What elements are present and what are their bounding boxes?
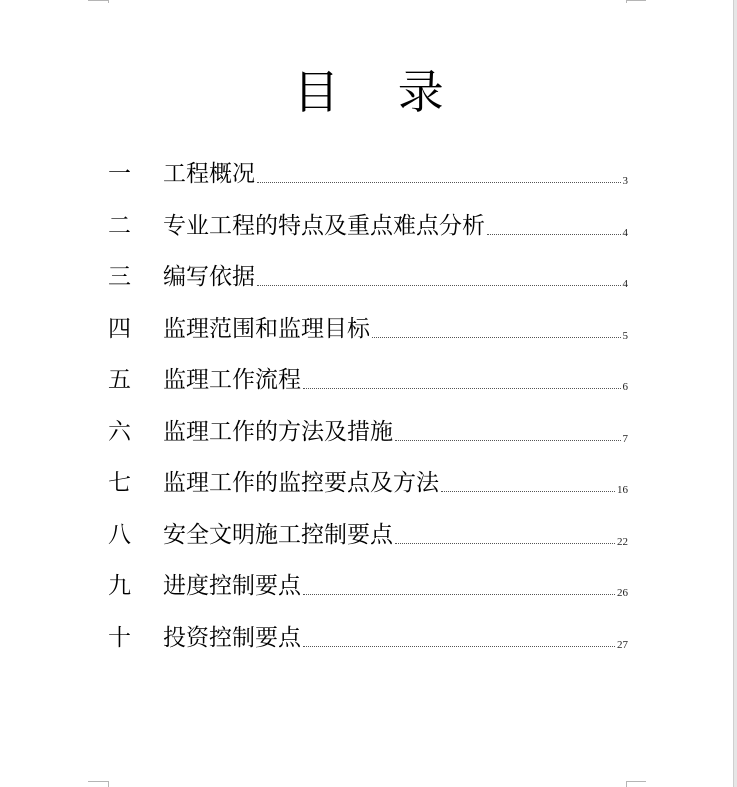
page-title: 目 录 [293,65,466,119]
toc-entry-label: 安全文明施工控制要点 [163,522,393,548]
toc-entry-page-number: 6 [622,381,628,393]
toc-entry[interactable] [108,516,628,550]
toc-dot-leader [257,284,621,286]
toc-entry[interactable] [108,464,628,498]
toc-entry-label: 监理工作的监控要点及方法 [163,470,439,496]
toc-entry[interactable] [108,361,628,395]
toc-dot-leader [257,181,621,183]
toc-entry-page-number: 26 [617,587,628,599]
toc-entry-label: 进度控制要点 [163,573,301,599]
toc-entry[interactable] [108,207,628,241]
toc-entry-label: 监理范围和监理目标 [163,316,370,342]
toc-entry-label: 投资控制要点 [163,625,301,651]
toc-entry-page-number: 5 [622,330,628,342]
toc-entry-number: 二 [108,213,131,239]
toc-entry-page-number: 7 [622,433,628,445]
toc-entry-label: 监理工作流程 [163,367,301,393]
toc-dot-leader [303,593,615,595]
toc-dot-leader [395,439,621,441]
toc-dot-leader [441,490,615,492]
toc-entry-number: 三 [108,264,131,290]
toc-entry[interactable] [108,310,628,344]
toc-entry-label: 监理工作的方法及措施 [163,419,393,445]
toc-entry-page-number: 4 [622,227,628,239]
toc-dot-leader [303,387,621,389]
toc-entry-number: 四 [108,316,131,342]
page-edge [733,0,737,787]
toc-entry-number: 五 [108,367,131,393]
toc-entry[interactable] [108,155,628,189]
toc-entry-number: 一 [108,161,131,187]
toc-entry-number: 七 [108,470,131,496]
toc-dot-leader [395,542,615,544]
toc-entry[interactable] [108,258,628,292]
toc-entry-label: 工程概况 [163,161,255,187]
toc-entry[interactable] [108,567,628,601]
toc-entry-label: 编写依据 [163,264,255,290]
toc-entry-page-number: 22 [617,536,628,548]
toc-entry-number: 八 [108,522,131,548]
toc-entry[interactable] [108,413,628,447]
toc-dot-leader [372,336,621,338]
toc-entry-number: 六 [108,419,131,445]
toc-entry-page-number: 27 [617,639,628,651]
toc-entry-page-number: 16 [617,484,628,496]
toc-entry[interactable] [108,619,628,653]
toc-entry-number: 十 [108,625,131,651]
toc-entry-page-number: 4 [622,278,628,290]
toc-entry-page-number: 3 [622,175,628,187]
toc-dot-leader [303,645,615,647]
toc-entry-label: 专业工程的特点及重点难点分析 [163,213,485,239]
toc-entry-number: 九 [108,573,131,599]
toc-dot-leader [487,233,621,235]
